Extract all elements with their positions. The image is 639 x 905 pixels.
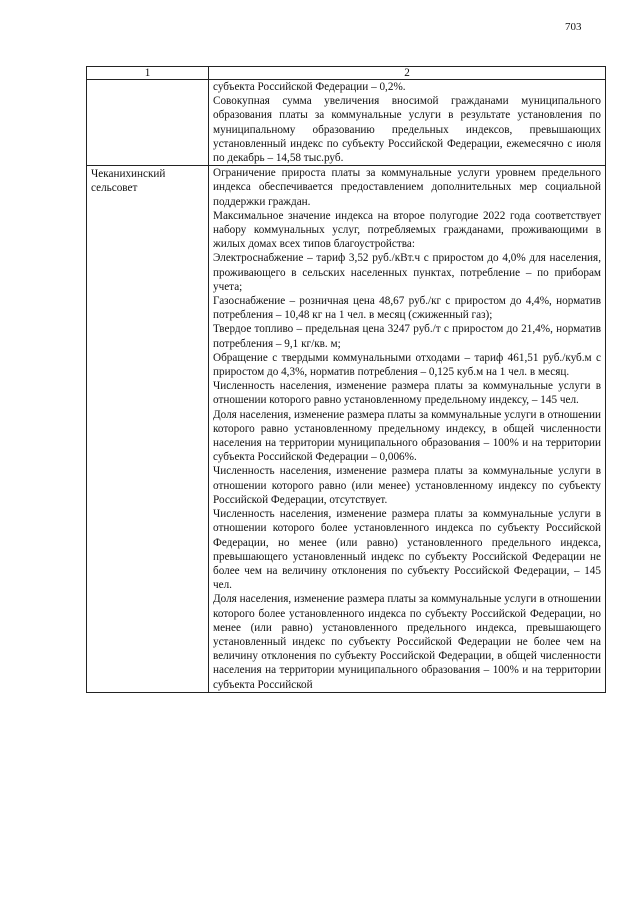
description-cell xyxy=(209,80,606,166)
municipality-cell: Чеканихинский сельсовет xyxy=(87,166,209,693)
table-row xyxy=(87,80,606,166)
paragraph: Численность населения, изменение размера платы за коммунальные услуги в отношении которого равно установленному предельному индексу, – 145 чел. xyxy=(213,380,601,407)
paragraph: Численность населения, изменение размера платы за коммунальные услуги в отношении которого более установленного индекса по субъекту Российской Федерации, но менее (или равно) установленного предельного индекса, превышающего установленный индекс по субъекту Российской Федерации не более чем на величину отклонения по субъекту Российской Федерации, – 145 чел. xyxy=(213,508,601,592)
paragraph: Твердое топливо – предельная цена 3247 руб./т с приростом до 21,4%, норматив потребления – 9,1 кг/кв. м; xyxy=(213,323,601,350)
column-header-2: 2 xyxy=(209,67,606,80)
paragraph: субъекта Российской Федерации – 0,2%. xyxy=(213,81,406,93)
paragraph: Численность населения, изменение размера платы за коммунальные услуги в отношении которого равно (или менее) установленному индексу по субъекту Российской Федерации, отсутствует. xyxy=(213,465,601,506)
paragraph: Обращение с твердыми коммунальными отходами – тариф 461,51 руб./куб.м с приростом до 4,3%, норматив потребления – 0,125 куб.м на 1 чел. в месяц. xyxy=(213,351,601,379)
table-header-row xyxy=(87,67,606,80)
municipality-cell xyxy=(87,80,209,166)
paragraph: Совокупная сумма увеличения вносимой гражданами муниципального образования платы за коммунальные услуги в результате установления по муниципальному образованию предельных индексов, превышающих установленный индекс по субъекту Российской Федерации, ежемесячно с июля по декабрь – 14,58 тыс.руб. xyxy=(213,95,601,165)
column-header-1: 1 xyxy=(87,67,209,80)
table-row xyxy=(87,166,606,693)
page-number: 703 xyxy=(565,21,582,33)
paragraph: Доля населения, изменение размера платы за коммунальные услуги в отношении которого равно установленному предельному индексу, в общей численности населения на территории муниципального образования – 100% и на территории субъекта Российской Федерации – 0,006%. xyxy=(213,408,601,464)
paragraph: Доля населения, изменение размера платы за коммунальные услуги в отношении которого более установленного индекса по субъекту Российской Федерации, но менее (или равно) установленного предельного индекса, превышающего установленный индекс по субъекту Российской Федерации не более чем на величину отклонения по субъекту Российской Федерации, в общей численности населения на территории муниципального образования – 100% и на территории субъекта Российской xyxy=(213,593,601,691)
description-cell xyxy=(209,166,606,693)
paragraph: Ограничение прироста платы за коммунальные услуги уровнем предельного индекса обеспечивается предоставлением дополнительных мер социальной поддержки граждан. xyxy=(213,167,601,208)
document-table xyxy=(86,66,606,693)
paragraph: Газоснабжение – розничная цена 48,67 руб./кг с приростом до 4,4%, норматив потребления – 10,48 кг на 1 чел. в месяц (сжиженный газ); xyxy=(213,295,601,322)
paragraph: Максимальное значение индекса на второе полугодие 2022 года соответствует набору коммунальных услуг, потребляемых гражданами, проживающими в жилых домах всех типов благоустройства: xyxy=(213,209,601,251)
paragraph: Электроснабжение – тариф 3,52 руб./кВт.ч с приростом до 4,0% для населения, проживающего в сельских населенных пунктах, потребление – по приборам учета; xyxy=(213,252,601,293)
